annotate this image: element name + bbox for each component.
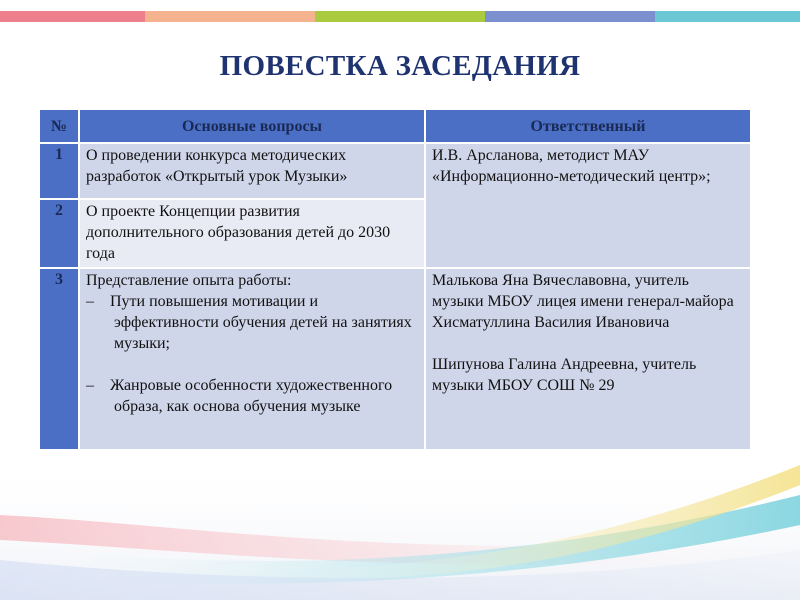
topic-list-item bbox=[86, 375, 418, 417]
responsible-person: Малькова Яна Вячеславовна, учитель музыки МБОУ лицея имени генерал-майора Хисматуллина Василия Ивановича bbox=[432, 272, 734, 331]
spacer bbox=[432, 333, 744, 354]
row-responsible: И.В. Арсланова, методист МАУ «Информационно-методический центр»; bbox=[425, 143, 751, 268]
decorative-swoosh-background bbox=[0, 455, 800, 600]
agenda-table bbox=[38, 108, 752, 451]
dash-bullet: – bbox=[86, 377, 94, 394]
responsible-person: Шипунова Галина Андреевна, учитель музыки МБОУ СОШ № 29 bbox=[432, 356, 697, 394]
stripe-segment-peach bbox=[145, 11, 315, 22]
dash-bullet: – bbox=[86, 293, 94, 310]
row-topic bbox=[79, 268, 425, 450]
table-row bbox=[39, 268, 751, 450]
topic-item-text: Жанровые особенности художественного образа, как основа обучения музыке bbox=[110, 377, 393, 415]
table-row bbox=[39, 143, 751, 199]
topic-list-item bbox=[86, 291, 418, 354]
stripe-segment-pink bbox=[0, 11, 145, 22]
header-num: № bbox=[39, 109, 79, 143]
row-topic: О проекте Концепции развития дополнительного образования детей до 2030 года bbox=[79, 199, 425, 268]
top-color-stripe bbox=[0, 11, 800, 22]
row-number: 1 bbox=[39, 143, 79, 199]
header-responsible: Ответственный bbox=[425, 109, 751, 143]
header-topics: Основные вопросы bbox=[79, 109, 425, 143]
topic-intro: Представление опыта работы: bbox=[86, 272, 292, 289]
row-topic: О проведении конкурса методических разработок «Открытый урок Музыки» bbox=[79, 143, 425, 199]
topic-item-text: Пути повышения мотивации и эффективности обучения детей на занятиях музыки; bbox=[110, 293, 412, 352]
stripe-segment-green bbox=[315, 11, 485, 22]
table-header-row bbox=[39, 109, 751, 143]
row-number: 2 bbox=[39, 199, 79, 268]
stripe-segment-cyan bbox=[655, 11, 800, 22]
row-number: 3 bbox=[39, 268, 79, 450]
spacer bbox=[86, 354, 418, 375]
row-responsible bbox=[425, 268, 751, 450]
slide-title: ПОВЕСТКА ЗАСЕДАНИЯ bbox=[219, 50, 581, 82]
stripe-segment-blue bbox=[485, 11, 655, 22]
